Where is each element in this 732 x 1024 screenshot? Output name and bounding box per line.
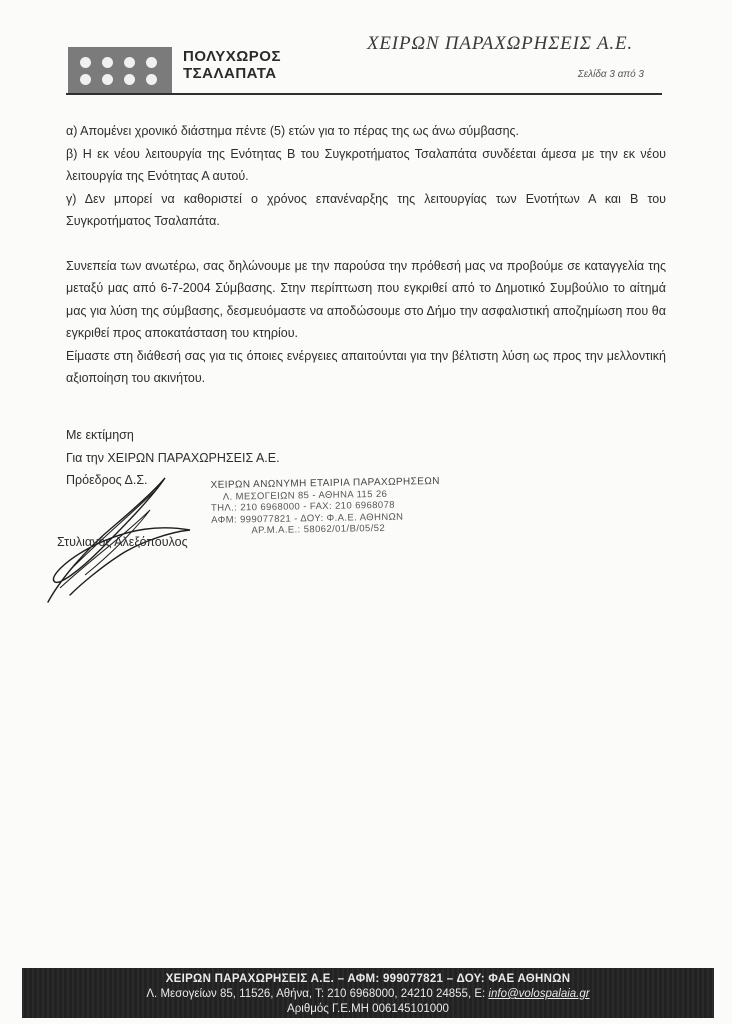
logo-dot [124,74,135,85]
logo-dot [146,74,157,85]
paragraph-termination: Συνεπεία των ανωτέρω, σας δηλώνουμε με την παρούσα την πρόθεσή μας να προβούμε σε καταγγελία της μεταξύ μας από 6-7-2004 Σύμβασης. Στην περίπτωση που εγκριθεί από το Δημοτικό Συμβούλιο το αίτημά μας για λύση της σύμβασης, δεσμευόμαστε να αποδώσουμε στο Δήμο την ασφαλιστική αποζημίωση που θα εγκριθεί προς αποκατάσταση του κτηρίου. [66,258,666,340]
company-heading: ΧΕΙΡΩΝ ΠΑΡΑΧΩΡΗΣΕΙΣ Α.Ε. [367,33,633,54]
footer-address-line [22,988,714,1000]
footer-company-line: ΧΕΙΡΩΝ ΠΑΡΑΧΩΡΗΣΕΙΣ Α.Ε. – ΑΦΜ: 999077821 – ΔΟΥ: ΦΑΕ ΑΘΗΝΩΝ [165,973,571,985]
logo-dot [102,57,113,68]
header-divider [66,93,662,95]
list-item-c: γ) Δεν μπορεί να καθοριστεί ο χρόνος επανέναρξης της λειτουργίας των Ενοτήτων Α και Β του Συγκροτήματος Τσαλαπάτα. [66,191,666,228]
closing-title: Πρόεδρος Δ.Σ. [66,473,148,487]
logo-dot [146,57,157,68]
footer-band [22,968,714,1018]
footer-address: Λ. Μεσογείων 85, 11526, Αθήνα, Τ: 210 6968000, 24210 24855, Ε: [146,988,486,1000]
logo-text-line1: ΠΟΛΥΧΩΡΟΣ [183,48,281,65]
footer-email-link[interactable]: info@volospalaia.gr [488,988,590,1000]
stamp-line: ΑΡ.Μ.Α.Ε.: 58062/01/Β/05/52 [251,522,386,537]
list-item-a: α) Απομένει χρονικό διάστημα πέντε (5) ετών για το πέρας της ως άνω σύμβασης. [66,124,520,138]
page-indicator: Σελίδα 3 από 3 [577,69,644,80]
signer-name: Στυλιανός Αλεξόπουλος [57,535,188,549]
stamp-line: ΧΕΙΡΩΝ ΑΝΩΝΥΜΗ ΕΤΑΙΡΙΑ ΠΑΡΑΧΩΡΗΣΕΩΝ [210,475,440,491]
stamp-line: Λ. ΜΕΣΟΓΕΙΩΝ 85 - ΑΘΗΝΑ 115 26 [222,488,388,503]
paragraph-availability: Είμαστε στη διάθεσή σας για τις όποιες ενέργειες απαιτούνται για την βέλτιστη λύση ως προς την μελλοντική αξιοποίηση του ακινήτου. [66,348,666,385]
logo-dot [80,57,91,68]
logo-dot [124,57,135,68]
logo-dot [80,74,91,85]
footer-registry-line: Αριθμός Γ.Ε.ΜΗ 006145101000 [287,1003,449,1015]
logo-mark [68,47,172,94]
stamp-line: ΤΗΛ.: 210 6968000 - FAX: 210 6968078 [210,499,396,514]
logo-text-line2: ΤΣΑΛΑΠΑΤΑ [183,65,277,82]
company-stamp [210,475,440,537]
stamp-line: ΑΦΜ: 999077821 - ΔΟΥ: Φ.Α.Ε. ΑΘΗΝΩΝ [211,511,404,526]
closing-on-behalf: Για την ΧΕΙΡΩΝ ΠΑΡΑΧΩΡΗΣΕΙΣ Α.Ε. [66,450,280,465]
letter-body [66,120,666,390]
list-item-b: β) Η εκ νέου λειτουργία της Ενότητας Β του Συγκροτήματος Τσαλαπάτα συνδέεται άμεσα με την εκ νέου λειτουργία της Ενότητας Α αυτού. [66,146,666,183]
closing-regards: Με εκτίμηση [66,428,134,442]
logo-dot [102,74,113,85]
